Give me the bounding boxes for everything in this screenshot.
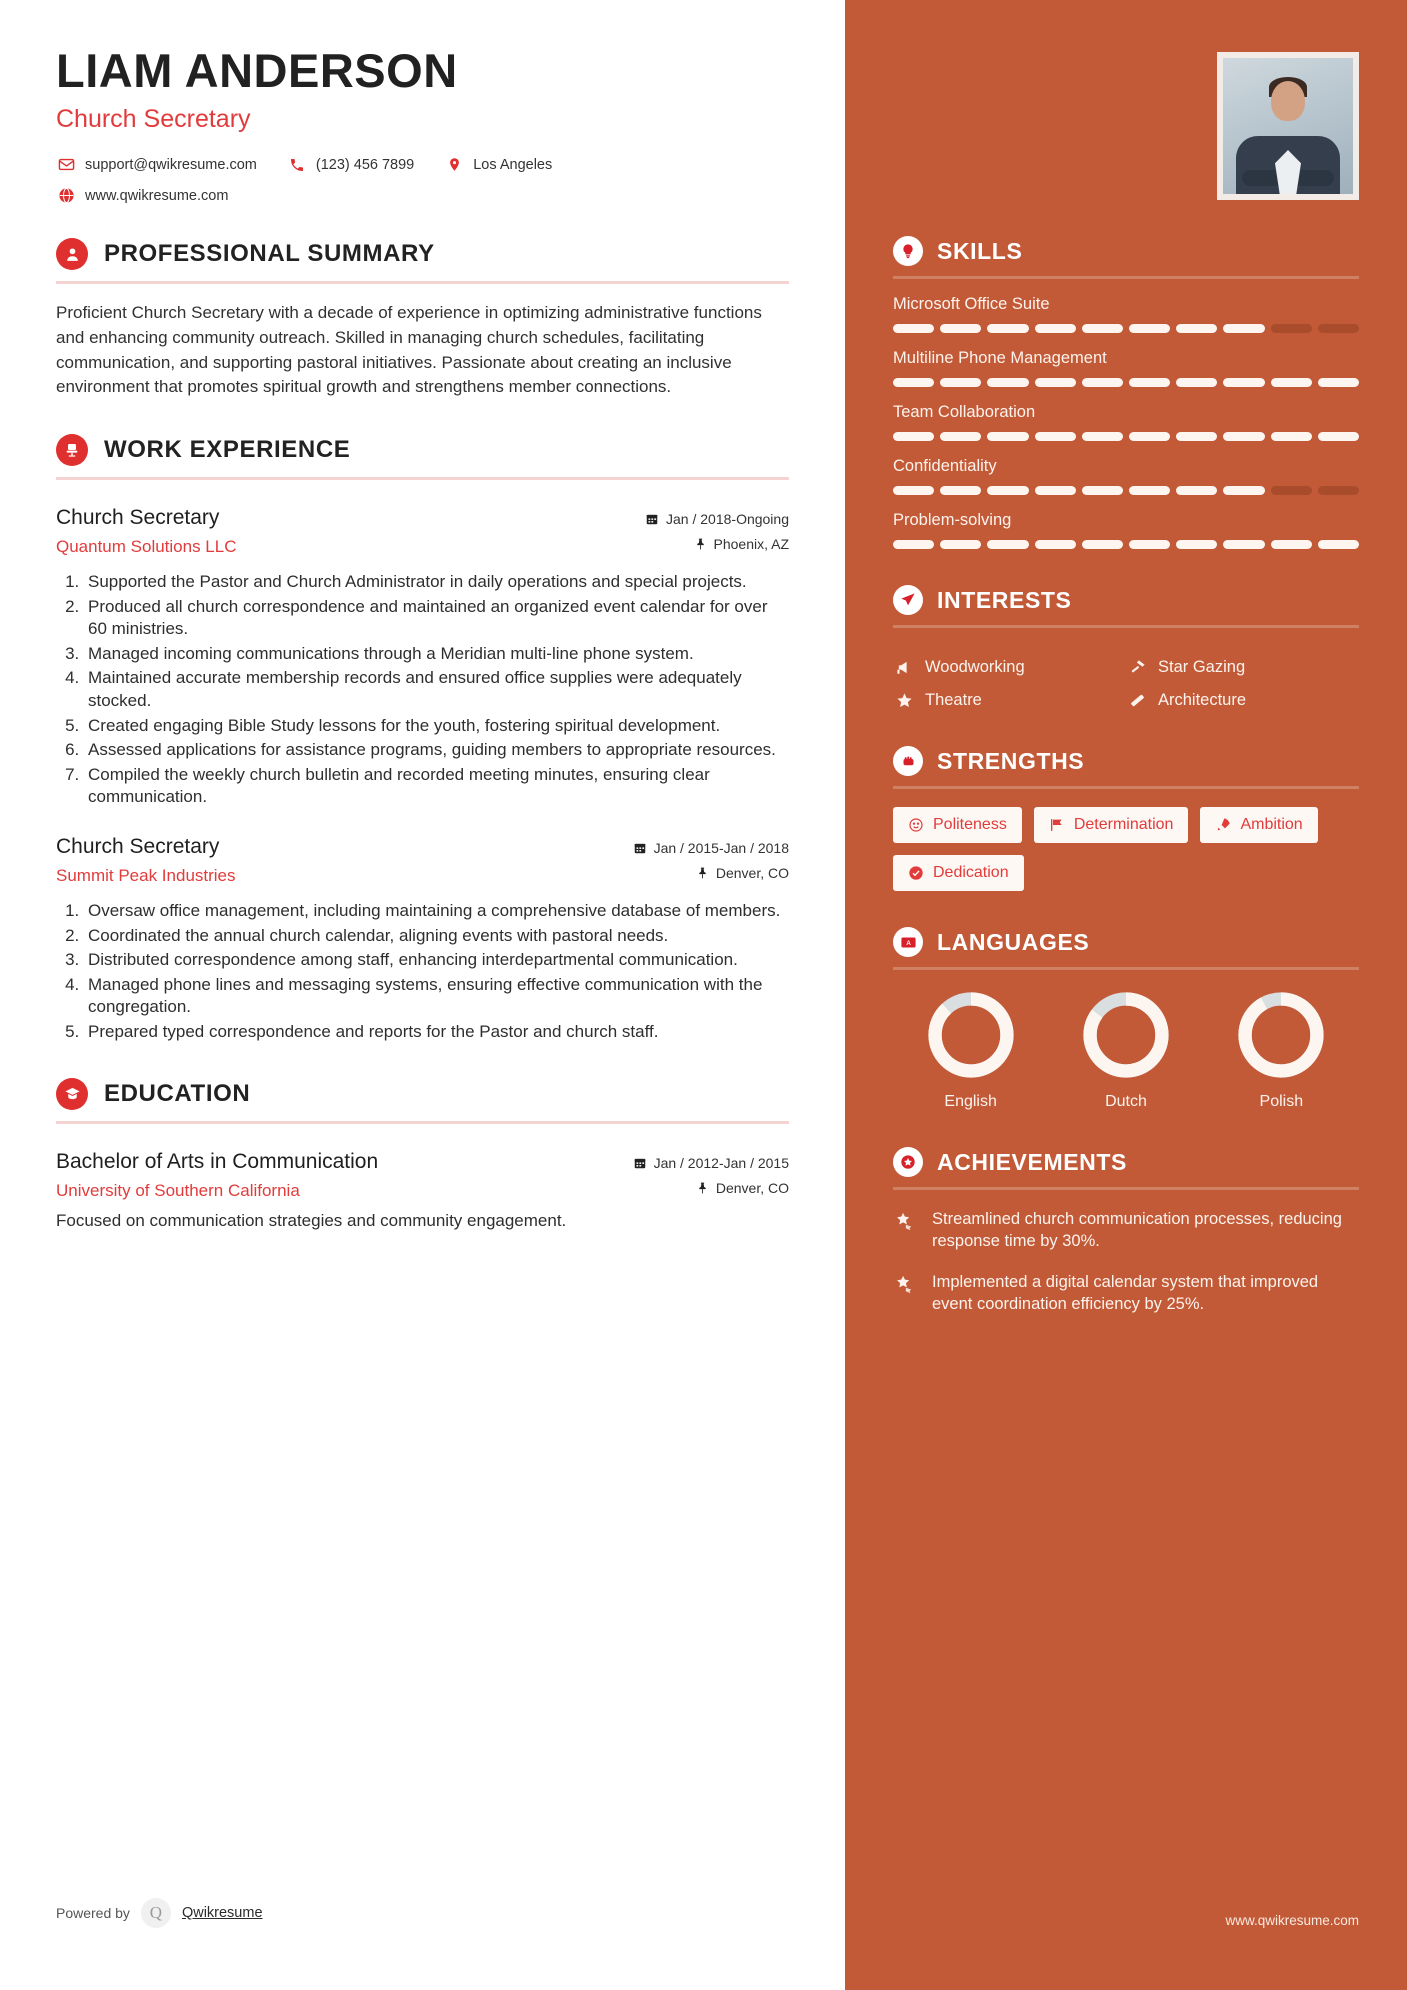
job-date: Jan / 2015-Jan / 2018 [653,840,789,856]
interests-list [893,644,1359,710]
professional-summary-text: Proficient Church Secretary with a decade of experience in optimizing administrative functions and enhancing community outreach. Skilled in managing church schedules, facilitating communication, and supporting pastoral initiatives. Passionate about creating an inclusive environment that promotes spiritual growth and strengthens member connections. [56,303,762,397]
section-header-interests [893,585,1359,615]
skill-segment [940,324,981,333]
location-pin-icon [444,156,464,173]
qwikresume-brand-link[interactable]: Qwikresume [181,1905,263,1921]
job-location-line [645,536,789,552]
page-title: LIAM ANDERSON [56,44,458,97]
skill-segment [1176,378,1217,387]
ruler-icon [1126,692,1148,709]
star-badge-icon [893,1147,923,1177]
strength-item [893,855,1024,891]
svg-text:A: A [905,939,911,947]
contact-email[interactable] [56,156,257,173]
skill-segment [1271,486,1312,495]
skill-segment [1271,432,1312,441]
skill-segment [1223,486,1264,495]
pushpin-icon [696,1181,709,1195]
skill-segment [1176,540,1217,549]
skill-segment [1129,378,1170,387]
education-school: University of Southern California [56,1180,300,1200]
pushpin-icon [694,537,707,551]
job-date-line [633,840,789,856]
skill-segment [1176,432,1217,441]
language-label: Polish [1259,1093,1304,1110]
language-donut-chart [1238,1065,1324,1082]
job-bullet: 1. Oversaw office management, including maintaining a comprehensive database of members. [84,900,789,923]
job-organization: Quantum Solutions LLC [56,536,237,556]
skill-level-bar [893,378,1359,387]
education-description: Focused on communication strategies and community engagement. [56,1210,567,1230]
job-bullet-list [84,900,789,1044]
job-bullet: 1. Supported the Pastor and Church Administrator in daily operations and special projects. [84,571,789,594]
job-bullet: 5. Prepared typed correspondence and reports for the Pastor and church staff. [84,1021,789,1044]
strength-label: Politeness [933,816,1007,833]
skill-segment [1082,540,1123,549]
skill-segment [1271,378,1312,387]
skill-segment [893,486,934,495]
skill-segment [1129,486,1170,495]
interest-item [1126,691,1359,710]
skill-segment [1223,432,1264,441]
megaphone-icon [893,659,915,676]
job-bullet: 3. Distributed correspondence among staff, enhancing interdepartmental communication. [84,949,789,972]
skill-item [893,295,1359,333]
language-donut-chart [928,1065,1014,1082]
section-header-achievements [893,1147,1359,1177]
job-title: Church Secretary [56,505,220,529]
interest-label: Woodworking [925,658,1025,676]
skill-label: Problem-solving [893,511,1012,529]
section-header-skills [893,236,1359,266]
strength-item [1034,807,1189,843]
skill-segment [987,432,1028,441]
hammer-icon [1126,659,1148,676]
section-divider [893,276,1359,279]
flag-icon [1049,817,1065,833]
star-ribbon-icon [893,1271,919,1316]
section-divider [893,625,1359,628]
skill-segment [1035,432,1076,441]
powered-by-label: Powered by [56,1905,130,1921]
skill-segment [1035,324,1076,333]
check-circle-icon [908,865,924,881]
skill-item [893,403,1359,441]
section-divider [893,967,1359,970]
section-header-education [56,1078,789,1110]
rocket-icon [1215,817,1231,833]
skill-segment [987,540,1028,549]
section-divider [56,477,789,480]
skill-segment [1176,324,1217,333]
work-experience-entry [56,835,789,1044]
job-location-line [633,865,789,881]
section-header-work-experience [56,434,789,466]
job-bullet: 2. Coordinated the annual church calendar, aligning events with pastoral needs. [84,925,789,948]
skill-item [893,511,1359,549]
interest-item [1126,658,1359,677]
section-title: INTERESTS [937,586,1072,613]
job-organization: Summit Peak Industries [56,866,236,885]
globe-icon [56,187,76,204]
footer-powered-by [56,1898,263,1928]
job-meta [633,835,789,881]
skill-segment [1082,432,1123,441]
job-bullet: 4. Managed phone lines and messaging systems, ensuring effective communication with the congregation. [84,974,789,1019]
skill-segment [1035,540,1076,549]
pushpin-icon [696,866,709,880]
contact-website-value: www.qwikresume.com [85,187,229,204]
skill-segment [1271,324,1312,333]
skill-label: Microsoft Office Suite [893,295,1050,313]
job-bullet: 7. Compiled the weekly church bulletin and recorded meeting minutes, ensuring clear communication. [84,764,789,809]
skill-label: Confidentiality [893,457,997,475]
smiley-icon [908,817,924,833]
work-experience-entry [56,506,789,809]
skill-segment [893,432,934,441]
education-degree: Bachelor of Arts in Communication [56,1149,379,1173]
job-bullet: 2. Produced all church correspondence and maintained an organized event calendar for over 60 ministries. [84,596,789,641]
section-divider [56,281,789,284]
skill-segment [1035,378,1076,387]
education-meta [633,1150,789,1196]
graduation-icon [56,1078,88,1110]
achievement-item [893,1208,1359,1253]
skill-segment [1223,378,1264,387]
achievement-item [893,1271,1359,1316]
education-location-line [633,1180,789,1196]
job-location: Phoenix, AZ [713,535,789,552]
language-label: Dutch [1105,1093,1147,1110]
section-title: ACHIEVEMENTS [937,1148,1127,1175]
skill-segment [1176,486,1217,495]
star-icon [893,692,915,709]
skill-level-bar [893,540,1359,549]
skill-segment [1318,324,1359,333]
job-bullet: 3. Managed incoming communications through a Meridian multi-line phone system. [84,643,789,666]
strength-label: Determination [1073,816,1174,833]
skill-segment [893,324,934,333]
skill-segment [1035,486,1076,495]
skill-segment [1318,540,1359,549]
avatar [1217,52,1359,200]
chair-icon [56,434,88,466]
calendar-icon [633,841,647,855]
section-header-languages [893,927,1359,957]
skill-label: Team Collaboration [893,403,1036,421]
section-title: STRENGTHS [937,747,1085,774]
contact-row-primary [56,156,789,173]
skill-level-bar [893,486,1359,495]
skill-segment [940,378,981,387]
strength-item [1200,807,1317,843]
phone-icon [287,157,307,173]
skill-item [893,457,1359,495]
section-title: EDUCATION [104,1079,251,1107]
calendar-icon [645,512,659,526]
job-title: Church Secretary [56,835,220,858]
skill-level-bar [893,324,1359,333]
interest-item [893,658,1126,677]
interest-label: Architecture [1158,691,1247,709]
strength-label: Ambition [1240,816,1303,833]
interest-label: Star Gazing [1158,658,1246,676]
section-header-strengths [893,746,1359,776]
skill-segment [1318,486,1359,495]
sidebar-site-url: www.qwikresume.com [1225,1913,1359,1928]
contact-website[interactable] [56,187,228,204]
contact-row-secondary [56,187,789,204]
skill-segment [1082,486,1123,495]
contact-phone[interactable] [287,157,414,173]
languages-list [893,992,1359,1111]
skill-segment [1318,432,1359,441]
contact-location-value: Los Angeles [473,156,553,173]
education-date-line [633,1155,789,1171]
skill-segment [1223,540,1264,549]
skill-segment [1129,540,1170,549]
skill-level-bar [893,432,1359,441]
job-bullet: 6. Assessed applications for assistance programs, guiding members to appropriate resources. [84,739,789,762]
strengths-list [893,807,1359,891]
language-donut-chart [1083,1065,1169,1082]
section-header-professional-summary [56,238,789,270]
sidebar [845,0,1407,1990]
paper-plane-icon [893,585,923,615]
contact-email-value: support@qwikresume.com [85,156,257,173]
language-icon [893,927,923,957]
achievement-text: Implemented a digital calendar system that improved event coordination efficiency by 25%. [932,1272,1319,1313]
section-divider [893,786,1359,789]
calendar-icon [633,1156,647,1170]
job-meta [645,506,789,552]
achievement-text: Streamlined church communication processes, reducing response time by 30%. [932,1210,1342,1251]
skill-segment [940,432,981,441]
language-item [1083,992,1169,1111]
section-title: SKILLS [937,237,1023,264]
language-label: English [944,1093,997,1110]
section-title: LANGUAGES [937,928,1090,955]
person-icon [56,238,88,270]
job-date-line [645,511,789,527]
job-role-subtitle: Church Secretary [56,105,251,134]
contact-location [444,156,552,173]
section-divider [893,1187,1359,1190]
lightbulb-icon [893,236,923,266]
skill-segment [1129,432,1170,441]
section-divider [56,1121,789,1124]
contact-phone-value: (123) 456 7899 [315,156,415,173]
skill-segment [940,486,981,495]
education-date: Jan / 2012-Jan / 2015 [653,1154,789,1171]
interest-item [893,691,1126,710]
skill-segment [987,324,1028,333]
skill-label: Multiline Phone Management [893,349,1107,367]
skill-segment [1082,324,1123,333]
strength-label: Dedication [933,864,1009,881]
envelope-icon [56,156,76,173]
skill-segment [1318,378,1359,387]
section-title: WORK EXPERIENCE [104,435,351,463]
skill-segment [1271,540,1312,549]
star-ribbon-icon [893,1208,919,1253]
strength-item [893,807,1022,843]
job-location: Denver, CO [715,865,789,881]
section-title: PROFESSIONAL SUMMARY [104,240,435,268]
skill-segment [1082,378,1123,387]
skill-segment [1223,324,1264,333]
skill-segment [893,378,934,387]
skill-segment [987,486,1028,495]
skill-segment [893,540,934,549]
job-date: Jan / 2018-Ongoing [666,510,789,527]
job-bullet-list [84,571,789,809]
skill-item [893,349,1359,387]
interest-label: Theatre [925,691,982,709]
job-bullet: 4. Maintained accurate membership records and ensured office supplies were adequately stocked. [84,667,789,712]
job-bullet: 5. Created engaging Bible Study lessons for the youth, fostering spiritual development. [84,715,789,738]
skill-segment [940,540,981,549]
skill-segment [987,378,1028,387]
education-location: Denver, CO [715,1179,789,1196]
fist-icon [893,746,923,776]
skill-segment [1129,324,1170,333]
language-item [1238,992,1324,1111]
qwikresume-logo-icon: Q [141,1898,171,1928]
language-item [928,992,1014,1111]
education-entry [56,1150,789,1231]
